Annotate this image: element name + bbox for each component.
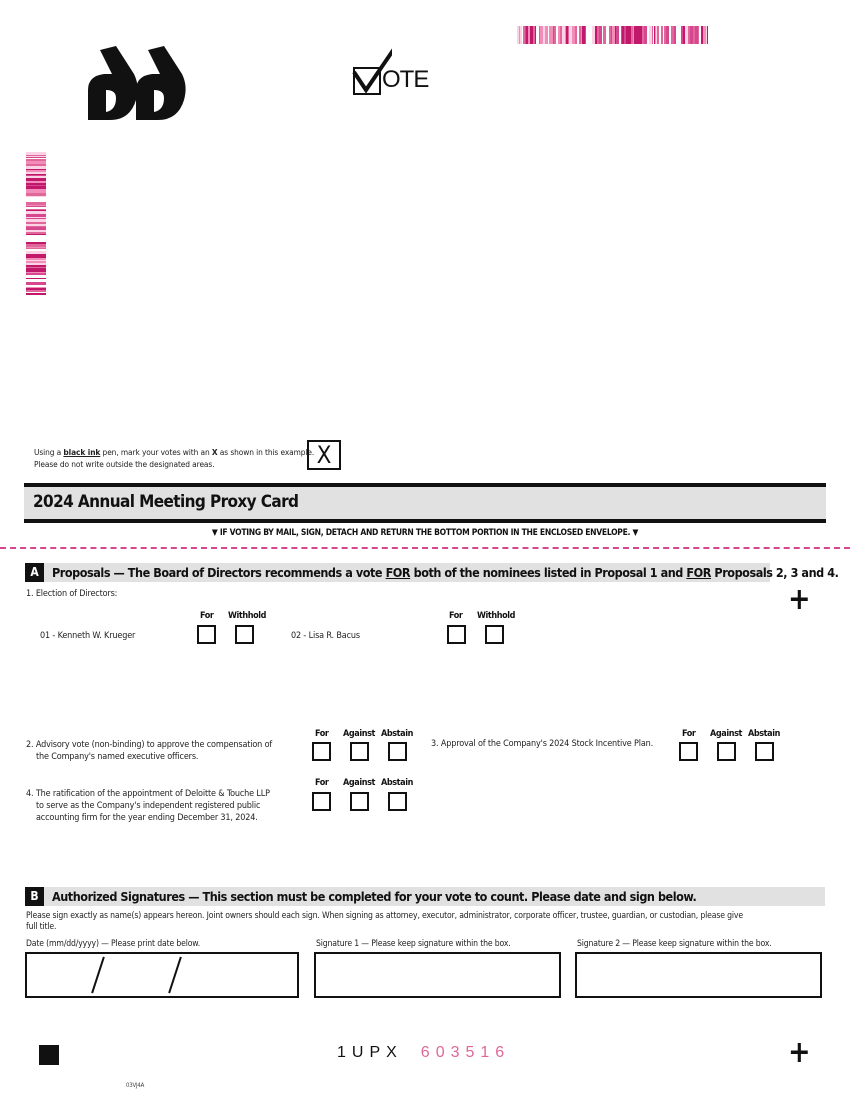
section-b-header: B Authorized Signatures — This section must be completed for your vote to count. Please date and sign below. (25, 887, 825, 906)
registration-square-icon (39, 1045, 59, 1065)
perforation-line (0, 547, 850, 549)
section-a-header: A Proposals — The Board of Directors recommends a vote FOR both of the nominees listed in Proposal 1 and FOR Proposals 2, 3 and 4. (25, 563, 770, 582)
proposal-3-against-checkbox[interactable] (717, 742, 736, 761)
registration-plus-icon: + (788, 582, 811, 617)
nominee-02-withhold-checkbox[interactable] (485, 625, 504, 644)
proposal-3-abstain-checkbox[interactable] (755, 742, 774, 761)
section-a-letter: A (25, 563, 44, 582)
registration-plus-icon: + (788, 1035, 811, 1070)
proposal-4-abstain-checkbox[interactable] (388, 792, 407, 811)
company-logo (86, 46, 190, 122)
proposal-3-for-checkbox[interactable] (679, 742, 698, 761)
vote-logo (352, 44, 436, 98)
col-withhold: Withhold (228, 611, 267, 621)
signing-instructions: Please sign exactly as name(s) appears hereon. Joint owners should each sign. When signing as attorney, executor, administrator, corporate officer, trustee, guardian, or custodian, please give full title. (26, 911, 743, 932)
date-separator-1 (91, 957, 105, 994)
section-b-letter: B (25, 887, 44, 906)
col-abstain: Abstain (381, 778, 413, 788)
marking-instructions: Using a black ink pen, mark your votes with an X as shown in this example. Please do not write outside the designated areas. (34, 447, 315, 469)
proposal-2-text: 2. Advisory vote (non-binding) to approve the compensation of the Company's named executive officers. (26, 740, 273, 762)
col-for: For (449, 611, 463, 621)
example-mark-box: X (307, 440, 341, 470)
page-title: 2024 Annual Meeting Proxy Card (33, 492, 299, 512)
proposal-1-label: 1. Election of Directors: (26, 589, 118, 599)
date-separator-2 (168, 957, 182, 994)
proposal-2-against-checkbox[interactable] (350, 742, 369, 761)
signature-2-label: Signature 2 — Please keep signature within the box. (577, 939, 772, 949)
nominee-02-for-checkbox[interactable] (447, 625, 466, 644)
nominee-01-withhold-checkbox[interactable] (235, 625, 254, 644)
vote-logo-text: OTE (382, 66, 429, 93)
proposal-3-text: 3. Approval of the Company's 2024 Stock Incentive Plan. (431, 739, 654, 749)
nominee-02-label: 02 - Lisa R. Bacus (291, 631, 360, 641)
date-label: Date (mm/dd/yyyy) — Please print date below. (26, 939, 200, 949)
col-abstain: Abstain (748, 729, 780, 739)
col-withhold: Withhold (477, 611, 516, 621)
proposal-4-text: 4. The ratification of the appointment of Deloitte & Touche LLP to serve as the Company's independent registered public accounting firm for the year ending December 31, 2024. (26, 789, 270, 823)
col-against: Against (343, 778, 375, 788)
col-for: For (682, 729, 696, 739)
col-for: For (315, 778, 329, 788)
black-ink-emphasis: black ink (63, 447, 101, 457)
col-against: Against (343, 729, 375, 739)
col-for: For (200, 611, 214, 621)
proposal-2-abstain-checkbox[interactable] (388, 742, 407, 761)
form-id: 03VJ4A (126, 1082, 145, 1089)
proposal-4-against-checkbox[interactable] (350, 792, 369, 811)
nominee-01-label: 01 - Kenneth W. Krueger (40, 631, 136, 641)
signature-2-box[interactable] (575, 952, 822, 998)
date-input-box[interactable] (25, 952, 299, 998)
double-d-logo-icon (86, 46, 190, 122)
nominee-01-for-checkbox[interactable] (197, 625, 216, 644)
detach-notice: ▼ IF VOTING BY MAIL, SIGN, DETACH AND RETURN THE BOTTOM PORTION IN THE ENCLOSED ENVELOPE. ▼ (211, 528, 639, 538)
col-for: For (315, 729, 329, 739)
col-abstain: Abstain (381, 729, 413, 739)
proposal-4-for-checkbox[interactable] (312, 792, 331, 811)
form-code (337, 1044, 510, 1062)
signature-1-label: Signature 1 — Please keep signature within the box. (316, 939, 511, 949)
barcode-top (517, 26, 708, 44)
proposal-2-for-checkbox[interactable] (312, 742, 331, 761)
col-against: Against (710, 729, 742, 739)
barcode-side (26, 152, 46, 295)
form-code-prefix: 1UPX (337, 1044, 403, 1061)
form-code-number: 603516 (420, 1044, 511, 1061)
signature-1-box[interactable] (314, 952, 561, 998)
title-band (24, 483, 826, 523)
